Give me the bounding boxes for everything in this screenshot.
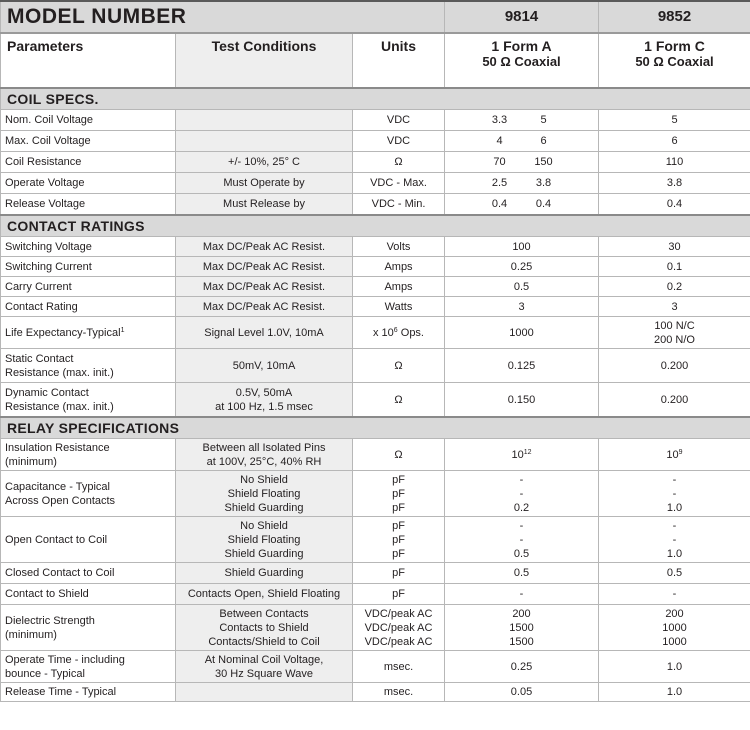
param-line2: Resistance (max. init.): [5, 366, 114, 379]
param-line1: Static Contact: [5, 352, 74, 365]
value-line: -: [672, 533, 677, 546]
unit: VDC: [353, 131, 445, 152]
test-condition: [176, 517, 353, 563]
param-label: Operate Voltage: [1, 173, 176, 194]
value-line: 1.0: [666, 547, 683, 560]
cond-line: Contacts/Shield to Coil: [208, 635, 320, 648]
table-row: [1, 439, 750, 471]
col-model-a-sub: 50 Ω Coaxial: [482, 54, 561, 69]
value-a-2: 6: [540, 135, 547, 147]
param-line1: Insulation Resistance: [5, 441, 110, 454]
value-a: 100: [445, 237, 599, 257]
model-number-row: [1, 1, 750, 33]
cond-line2: 30 Hz Square Wave: [214, 667, 314, 680]
value-line: -: [672, 473, 677, 486]
unit-line: pF: [392, 501, 405, 514]
table-row: [1, 173, 750, 194]
column-header-row: [1, 33, 750, 88]
value-line: 0.5: [513, 547, 530, 560]
unit: Volts: [353, 237, 445, 257]
value-c-line2: 200 N/O: [654, 333, 695, 346]
param-label: Release Time - Typical: [1, 683, 176, 702]
model-number-title: MODEL NUMBER: [1, 1, 445, 33]
value-a: 0.150: [445, 383, 599, 418]
param-label: Switching Voltage: [1, 237, 176, 257]
param-label: [1, 439, 176, 471]
model-9814: 9814: [445, 1, 599, 33]
value-c: [599, 605, 750, 651]
col-model-a-name: 1 Form A: [491, 38, 552, 54]
param-label: Contact Rating: [1, 297, 176, 317]
value-c: 30: [599, 237, 750, 257]
unit: Ω: [353, 152, 445, 173]
value-exponent: 9: [678, 448, 683, 456]
param-label: Closed Contact to Coil: [1, 563, 176, 584]
unit-line: pF: [392, 547, 405, 560]
value-c: 1.0: [599, 683, 750, 702]
table-row: [1, 584, 750, 605]
value-line: 1500: [509, 635, 534, 648]
col-model-c: [599, 33, 750, 88]
unit: VDC: [353, 110, 445, 131]
cond-line: Shield Floating: [227, 533, 301, 546]
cond-line: Shield Guarding: [224, 501, 304, 514]
param-line1: Capacitance - Typical: [5, 480, 110, 493]
unit: [353, 317, 445, 349]
value-a: 0.5: [445, 563, 599, 584]
value-c: 0.200: [599, 349, 750, 383]
test-condition: [176, 439, 353, 471]
test-condition: [176, 383, 353, 418]
unit: Ω: [353, 439, 445, 471]
test-condition: [176, 110, 353, 131]
unit: VDC - Max.: [353, 173, 445, 194]
test-condition: Signal Level 1.0V, 10mA: [176, 317, 353, 349]
value-c: 1.0: [599, 651, 750, 683]
param-line2: bounce - Typical: [5, 667, 85, 680]
param-label: [1, 317, 176, 349]
unit-rest: Ops.: [397, 326, 424, 339]
cond-line: Between Contacts: [219, 607, 309, 620]
value-line: 0.2: [513, 501, 530, 514]
unit-base: x 10: [373, 326, 394, 339]
param-text: Life Expectancy-Typical: [5, 326, 121, 339]
unit: Amps: [353, 277, 445, 297]
param-line1: Dielectric Strength: [5, 614, 95, 627]
col-test-conditions: Test Conditions: [176, 33, 353, 88]
value-line: 1000: [662, 621, 687, 634]
test-condition: [176, 651, 353, 683]
unit: [353, 605, 445, 651]
param-label: [1, 383, 176, 418]
param-line1: Operate Time - including: [5, 653, 125, 666]
col-model-c-name: 1 Form C: [644, 38, 705, 54]
cond-line2: at 100 Hz, 1.5 msec: [215, 400, 313, 413]
table-row: [1, 237, 750, 257]
cond-line2: at 100V, 25°C, 40% RH: [206, 455, 322, 468]
value-a-2: 5: [540, 114, 547, 126]
test-condition: [176, 131, 353, 152]
value-exponent: 12: [523, 448, 532, 456]
value-line: 1000: [662, 635, 687, 648]
value-line: -: [519, 473, 524, 486]
unit-line: pF: [392, 473, 405, 486]
table-row: [1, 317, 750, 349]
value-line: -: [519, 487, 524, 500]
unit-line: pF: [392, 533, 405, 546]
value-a: 3: [445, 297, 599, 317]
footnote-marker: 1: [120, 326, 125, 334]
cond-line: Shield Guarding: [224, 547, 304, 560]
unit-line: pF: [392, 487, 405, 500]
param-line2: Resistance (max. init.): [5, 400, 114, 413]
param-line2: (minimum): [5, 628, 57, 641]
value-base: 10: [511, 448, 524, 461]
unit: Watts: [353, 297, 445, 317]
value-c: [599, 471, 750, 517]
value-c: [599, 439, 750, 471]
unit-line: VDC/peak AC: [364, 607, 433, 620]
param-label: Switching Current: [1, 257, 176, 277]
value-line: 1500: [509, 621, 534, 634]
value-line: 1.0: [666, 501, 683, 514]
section-relay-specifications: [1, 417, 750, 439]
value-c: 0.1: [599, 257, 750, 277]
value-line: 200: [665, 607, 684, 620]
table-row: [1, 110, 750, 131]
unit: Amps: [353, 257, 445, 277]
param-label: Nom. Coil Voltage: [1, 110, 176, 131]
value-c-line1: 100 N/C: [654, 319, 695, 332]
value-a: 0.05: [445, 683, 599, 702]
value-c: 6: [599, 131, 750, 152]
value-a-1: 4: [496, 135, 503, 147]
section-title: RELAY SPECIFICATIONS: [1, 417, 750, 439]
unit: [353, 517, 445, 563]
test-condition: Shield Guarding: [176, 563, 353, 584]
unit: pF: [353, 563, 445, 584]
table-row: [1, 517, 750, 563]
param-label: Carry Current: [1, 277, 176, 297]
param-line2: Across Open Contacts: [5, 494, 116, 507]
param-label: [1, 349, 176, 383]
section-coil-specs: [1, 88, 750, 110]
table-row: [1, 349, 750, 383]
value-line: -: [672, 519, 677, 532]
value-c: [599, 517, 750, 563]
param-label: [1, 651, 176, 683]
value-a-2: 0.4: [535, 198, 552, 210]
table-row: [1, 152, 750, 173]
param-label: Max. Coil Voltage: [1, 131, 176, 152]
test-condition: 50mV, 10mA: [176, 349, 353, 383]
value-a-1: 3.3: [491, 114, 508, 126]
test-condition: [176, 683, 353, 702]
value-c: [599, 317, 750, 349]
test-condition: [176, 605, 353, 651]
param-label: Coil Resistance: [1, 152, 176, 173]
value-a-1: 70: [493, 156, 506, 168]
test-condition: Max DC/Peak AC Resist.: [176, 277, 353, 297]
table-row: [1, 277, 750, 297]
cond-line1: Between all Isolated Pins: [202, 441, 326, 454]
param-line1: Dynamic Contact: [5, 386, 89, 399]
param-label: Contact to Shield: [1, 584, 176, 605]
value-c: 5: [599, 110, 750, 131]
cond-line1: 0.5V, 50mA: [235, 386, 293, 399]
param-label: [1, 471, 176, 517]
col-units: Units: [353, 33, 445, 88]
test-condition: Max DC/Peak AC Resist.: [176, 297, 353, 317]
test-condition: Must Release by: [176, 194, 353, 216]
value-a: [445, 131, 599, 152]
unit: VDC - Min.: [353, 194, 445, 216]
test-condition: Contacts Open, Shield Floating: [176, 584, 353, 605]
unit: msec.: [353, 683, 445, 702]
value-a-2: 150: [534, 156, 553, 168]
value-c: 0.5: [599, 563, 750, 584]
value-line: -: [519, 519, 524, 532]
test-condition: Max DC/Peak AC Resist.: [176, 237, 353, 257]
value-line: -: [672, 487, 677, 500]
col-model-c-sub: 50 Ω Coaxial: [635, 54, 714, 69]
value-a: [445, 194, 599, 216]
unit: Ω: [353, 383, 445, 418]
param-line2: (minimum): [5, 455, 57, 468]
value-a: [445, 173, 599, 194]
value-a: [445, 605, 599, 651]
table-row: [1, 683, 750, 702]
test-condition: +/- 10%, 25° C: [176, 152, 353, 173]
param-label: [1, 605, 176, 651]
table-row: [1, 651, 750, 683]
table-row: [1, 194, 750, 216]
test-condition: Must Operate by: [176, 173, 353, 194]
value-a-1: 2.5: [491, 177, 508, 189]
table-row: [1, 383, 750, 418]
cond-line: Contacts to Shield: [219, 621, 309, 634]
value-a: 0.25: [445, 257, 599, 277]
section-title: COIL SPECS.: [1, 88, 750, 110]
section-contact-ratings: [1, 215, 750, 237]
table-row: [1, 257, 750, 277]
value-a-2: 3.8: [535, 177, 552, 189]
value-a: 0.25: [445, 651, 599, 683]
model-9852: 9852: [599, 1, 750, 33]
cond-line1: At Nominal Coil Voltage,: [204, 653, 324, 666]
test-condition: Max DC/Peak AC Resist.: [176, 257, 353, 277]
value-base: 10: [666, 448, 679, 461]
value-c: 3.8: [599, 173, 750, 194]
unit-exponent: 6: [393, 326, 398, 334]
unit-line: VDC/peak AC: [364, 621, 433, 634]
table-row: [1, 605, 750, 651]
value-a-1: 0.4: [491, 198, 508, 210]
unit-line: VDC/peak AC: [364, 635, 433, 648]
value-a: 0.5: [445, 277, 599, 297]
value-c: -: [599, 584, 750, 605]
value-a: [445, 110, 599, 131]
param-label: Open Contact to Coil: [1, 517, 176, 563]
value-a: [445, 471, 599, 517]
param-label: Release Voltage: [1, 194, 176, 216]
cond-line: No Shield: [240, 519, 288, 532]
value-a: 1000: [445, 317, 599, 349]
value-a: [445, 152, 599, 173]
unit: msec.: [353, 651, 445, 683]
table-row: [1, 563, 750, 584]
col-parameters: Parameters: [1, 33, 176, 88]
value-a: -: [445, 584, 599, 605]
col-model-a: [445, 33, 599, 88]
value-c: 0.2: [599, 277, 750, 297]
test-condition: [176, 471, 353, 517]
value-c: 3: [599, 297, 750, 317]
value-line: 200: [512, 607, 531, 620]
value-c: 0.4: [599, 194, 750, 216]
value-a: 0.125: [445, 349, 599, 383]
value-line: -: [519, 533, 524, 546]
table-row: [1, 131, 750, 152]
unit-line: pF: [392, 519, 405, 532]
unit: [353, 471, 445, 517]
unit: pF: [353, 584, 445, 605]
value-c: 0.200: [599, 383, 750, 418]
value-a: [445, 439, 599, 471]
section-title: CONTACT RATINGS: [1, 215, 750, 237]
value-c: 110: [599, 152, 750, 173]
unit: Ω: [353, 349, 445, 383]
value-a: [445, 517, 599, 563]
cond-line: Shield Floating: [227, 487, 301, 500]
table-row: [1, 297, 750, 317]
table-row: [1, 471, 750, 517]
cond-line: No Shield: [240, 473, 288, 486]
